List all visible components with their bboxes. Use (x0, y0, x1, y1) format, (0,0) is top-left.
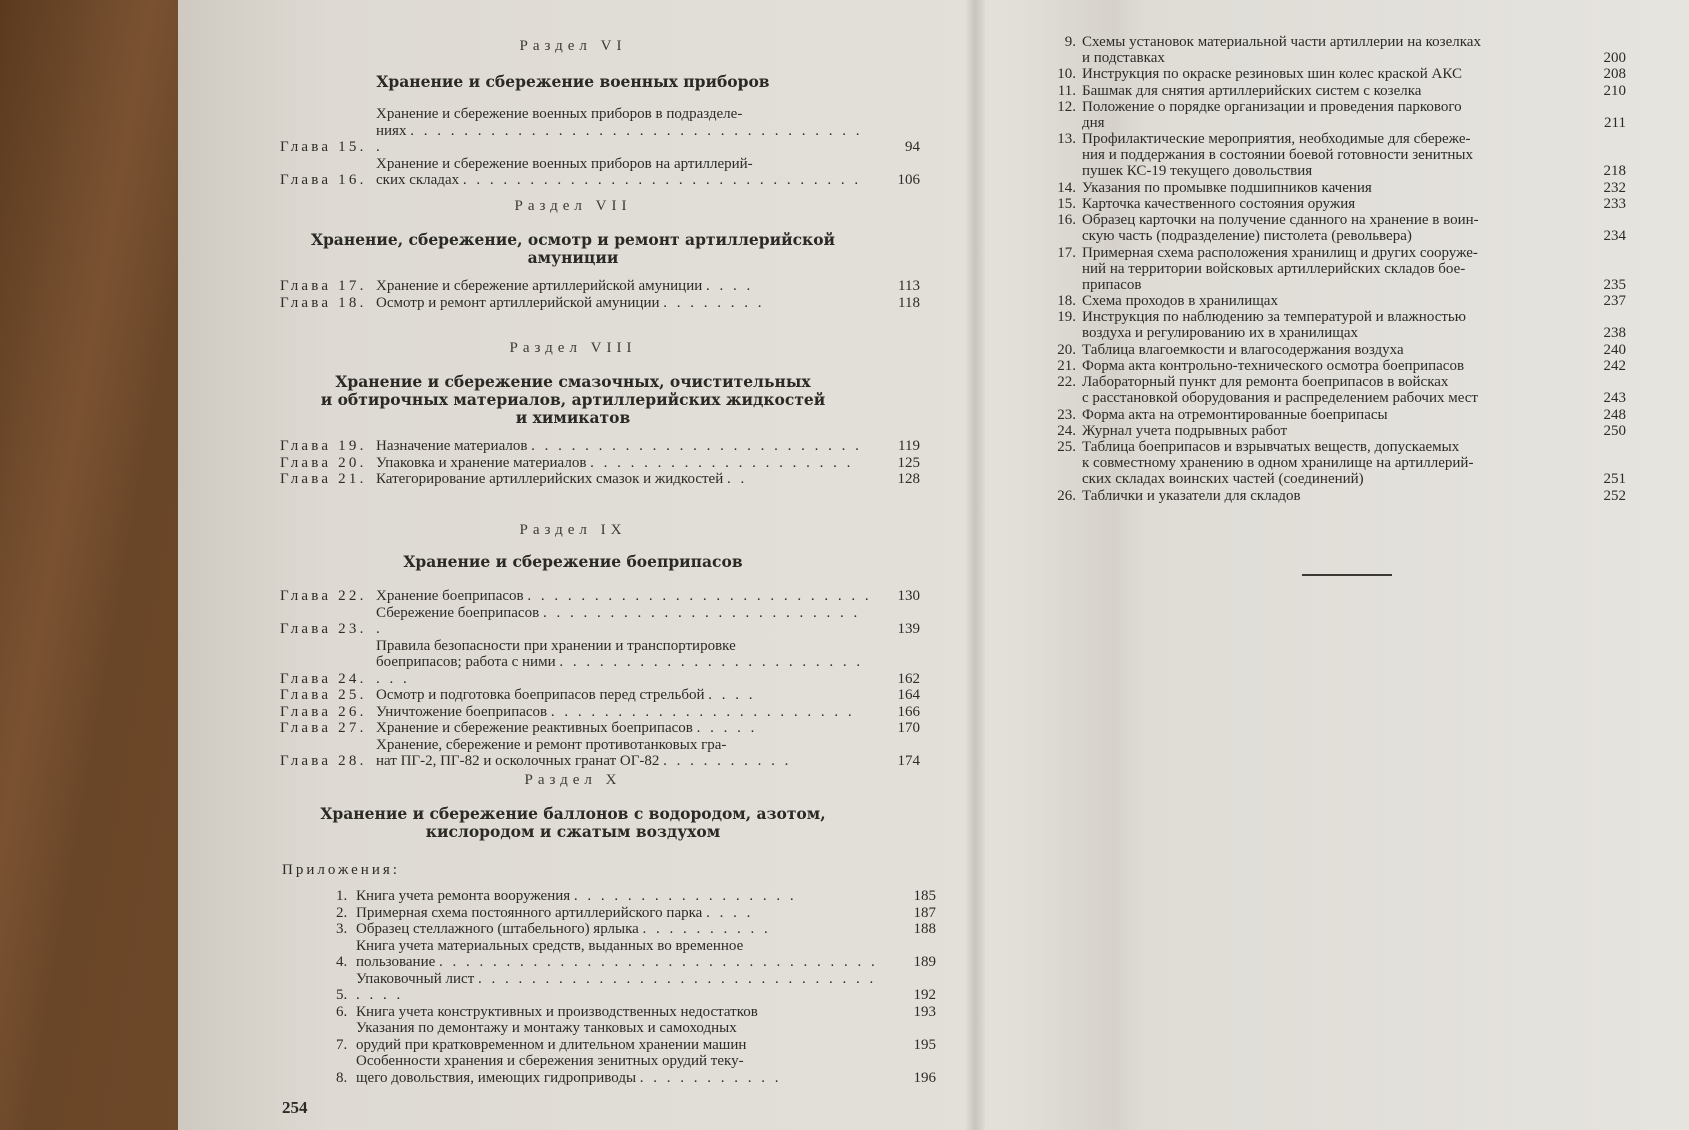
toc-entry: Глава 15. Хранение и сбережение военных приборов в подразделе- ниях . . . . . . . . . . . . . . . . . . . . . . . . . . . . . . . . . . . 94 (280, 106, 920, 155)
appendix-title: Форма акта контрольно-технического осмотра боеприпасов (1082, 358, 1465, 374)
chapter-title-cont: нат ПГ-2, ПГ-82 и осколочных гранат ОГ-82 (376, 753, 660, 769)
appendix-page: 235 (1603, 276, 1626, 293)
appendix-entry: 1. Книга учета ремонта вооружения . . . . . . . . . . . . . . . . . 185 (336, 888, 936, 904)
appendix-title: Схемы установок материальной части артиллерии на козелках (1082, 34, 1481, 50)
end-rule (1302, 574, 1392, 576)
chapter-page: 113 (898, 278, 920, 294)
chapter-title: Хранение и сбережение военных приборов на артиллерий- (376, 155, 753, 172)
chapter-label: Глава 15. (280, 139, 367, 155)
chapter-title: Осмотр и ремонт артиллерийской амуниции (376, 294, 660, 311)
chapter-page: 166 (897, 703, 920, 720)
chapter-title: Хранение и сбережение военных приборов в подразделе- (376, 106, 743, 122)
toc-entry: Глава 18. Осмотр и ремонт артиллерийской амуниции . . . . . . . . 118 (280, 294, 920, 311)
toc-entry: Глава 22. Хранение боеприпасов . . . . . . . . . . . . . . . . . . . . . . . . . . 130 (280, 588, 920, 604)
chapter-label: Глава 26. (280, 703, 367, 720)
appendix-entry: 8. Особенности хранения и сбережения зенитных орудий теку- щего довольствия, имеющих гидроприводы . . . . . . . . . . . 196 (336, 1053, 936, 1086)
appendix-title: Журнал учета подрывных работ (1082, 422, 1287, 439)
chapter-label: Глава 18. (280, 294, 367, 311)
appendix-number: 25. (1057, 439, 1076, 455)
chapter-title-cont: ниях (376, 122, 407, 139)
appendix-number: 8. (336, 1069, 348, 1086)
appendix-title: Указания по демонтажу и монтажу танковых и самоходных (356, 1020, 737, 1036)
appendix-title: Инструкция по наблюдению за температурой и влажностью (1082, 309, 1466, 326)
appendix-title-cont: скую часть (подразделение) пистолета (револьвера) (1082, 228, 1412, 245)
appendix-title-cont: пользование (356, 954, 436, 970)
appendix-title-cont: орудий при кратковременном и длительном хранении машин (356, 1036, 747, 1053)
appendix-page: 188 (913, 921, 936, 937)
appendix-entry: 3. Образец стеллажного (штабельного) ярлыка . . . . . . . . . . 188 (336, 921, 936, 937)
appendix-title-cont: пушек КС-19 текущего довольствия (1082, 163, 1313, 180)
appendix-page: 189 (913, 954, 936, 970)
section-title: Хранение и сбережение боеприпасов (403, 552, 743, 571)
appendices-label: Приложения: (282, 862, 400, 878)
appendix-number: 4. (336, 954, 348, 970)
appendix-number: 13. (1057, 131, 1076, 148)
appendix-entry (1046, 342, 1626, 358)
chapter-title: Упаковка и хранение материалов (376, 454, 587, 471)
appendix-title: Образец стеллажного (штабельного) ярлыка (356, 921, 639, 937)
book-gutter (965, 0, 985, 1130)
appendix-number: 6. (336, 1003, 348, 1020)
section-title: Хранение и сбережение смазочных, очистительных (335, 372, 811, 391)
appendix-entry (1046, 99, 1626, 131)
appendix-page: 243 (1603, 390, 1626, 407)
appendix-entry (1046, 245, 1626, 293)
toc-entry: Глава 20. Упаковка и хранение материалов . . . . . . . . . . . . . . . . . . . . 125 (280, 454, 920, 471)
section-title-cont: и химикатов (515, 408, 631, 427)
appendix-page: 250 (1603, 422, 1626, 439)
toc-entry: Глава 21. Категорирование артиллерийских смазок и жидкостей . . 128 (280, 471, 920, 487)
appendix-title-cont: щего довольствия, имеющих гидроприводы (356, 1069, 637, 1086)
appendix-number: 2. (336, 904, 348, 921)
appendix-page: 240 (1603, 341, 1626, 358)
appendix-title-cont: ний на территории войсковых артиллерийских складов бое- (1082, 260, 1466, 277)
appendix-title: Схема проходов в хранилищах (1082, 293, 1278, 310)
appendix-title: Книга учета материальных средств, выданных во временное (356, 937, 744, 954)
section-heading: Раздел VI (519, 38, 627, 54)
toc-entry: Глава 25. Осмотр и подготовка боеприпасов перед стрельбой . . . . 164 (280, 687, 920, 703)
appendix-entry (336, 1004, 936, 1021)
section-title-cont: кислородом и сжатым воздухом (425, 822, 721, 841)
appendix-title: Книга учета ремонта вооружения (356, 888, 571, 904)
appendix-number: 20. (1057, 341, 1076, 358)
appendix-number: 22. (1057, 374, 1076, 391)
section-title-cont: и обтирочных материалов, артиллерийских жидкостей (320, 390, 826, 409)
section-title: Хранение и сбережение военных приборов (376, 72, 770, 91)
appendix-number: 7. (336, 1036, 348, 1053)
appendix-title: Указания по промывке подшипников качения (1082, 179, 1372, 196)
toc-entry: Глава 26. Уничтожение боеприпасов . . . . . . . . . . . . . . . . . . . . . . . 166 (280, 703, 920, 720)
chapter-label: Глава 28. (280, 753, 367, 769)
chapter-title: Осмотр и подготовка боеприпасов перед стрельбой (376, 687, 705, 703)
chapter-page: 94 (905, 139, 920, 155)
appendix-title: Положение о порядке организации и проведения паркового (1082, 98, 1462, 115)
chapter-title: Хранение и сбережение реактивных боеприпасов (376, 720, 693, 736)
section-title-cont: амуниции (527, 248, 619, 267)
section-title: Хранение и сбережение баллонов с водородом, азотом, (320, 804, 826, 823)
appendix-title: Книга учета конструктивных и производственных недостатков (356, 1003, 758, 1020)
appendix-page: 185 (913, 888, 936, 904)
chapter-label: Глава 22. (280, 588, 367, 604)
chapter-page: 118 (898, 294, 920, 311)
appendix-number: 23. (1057, 406, 1076, 423)
toc-entry: Глава 23. Сбережение боеприпасов . . . . . . . . . . . . . . . . . . . . . . . . . 139 (280, 604, 920, 637)
appendix-entry (1046, 196, 1626, 212)
section-10 (178, 772, 968, 841)
appendix-page: 187 (913, 904, 936, 921)
appendix-page: 237 (1603, 293, 1626, 310)
section-9-chapters (280, 588, 920, 770)
appendix-entry (1046, 66, 1626, 82)
appendix-title: Профилактические мероприятия, необходимые для сбереже- (1082, 131, 1471, 148)
appendix-number: 12. (1057, 98, 1076, 115)
chapter-label: Глава 27. (280, 720, 367, 736)
chapter-page: 174 (897, 753, 920, 769)
appendix-entry (1046, 374, 1626, 406)
chapter-page: 106 (897, 172, 920, 188)
appendix-page: 218 (1603, 163, 1626, 180)
appendix-title-cont: к совместному хранению в одном хранилище на артиллерий- (1082, 455, 1474, 471)
appendix-entry (1046, 358, 1626, 374)
appendix-title-cont: и подставках (1082, 50, 1165, 66)
chapter-title-cont: боеприпасов; работа с ними (376, 654, 556, 670)
appendix-page: 195 (913, 1036, 936, 1053)
section-6-chapters (280, 106, 920, 189)
toc-entry: Глава 17. Хранение и сбережение артиллерийской амуниции . . . . 113 (280, 278, 920, 294)
chapter-page: 170 (897, 720, 920, 736)
toc-entry: Глава 16. Хранение и сбережение военных приборов на артиллерий- ских складах . . . . . . . . . . . . . . . . . . . . . . . . . . . . . . 106 (280, 155, 920, 188)
appendix-entry: 2. Примерная схема постоянного артиллерийского парка . . . . 187 (336, 904, 936, 921)
toc-entry: Глава 28. Хранение, сбережение и ремонт противотанковых гра- нат ПГ-2, ПГ-82 и осколочных гранат ОГ-82 . . . . . . . . . . 174 (280, 736, 920, 769)
chapter-title: Хранение боеприпасов (376, 588, 524, 604)
section-6 (178, 38, 968, 91)
appendix-entry: 5. Упаковочный лист . . . . . . . . . . . . . . . . . . . . . . . . . . . . . . . . . . 192 (336, 970, 936, 1003)
section-heading: Раздел X (524, 772, 622, 788)
appendix-number: 14. (1057, 179, 1076, 196)
appendix-number: 5. (336, 987, 348, 1003)
appendix-title: Таблица влагоемкости и влагосодержания воздуха (1082, 341, 1404, 358)
appendix-title: Таблички и указатели для складов (1082, 487, 1301, 504)
chapter-page: 128 (897, 471, 920, 487)
appendix-entry (1046, 407, 1626, 423)
appendix-page: 252 (1603, 487, 1626, 504)
appendix-number: 18. (1057, 293, 1076, 310)
appendix-title: Таблица боеприпасов и взрывчатых веществ, допускаемых (1082, 439, 1460, 455)
appendix-title: Примерная схема расположения хранилищ и других сооруже- (1082, 244, 1478, 261)
appendix-entry (336, 1020, 936, 1053)
appendix-title: Форма акта на отремонтированные боеприпасы (1082, 406, 1388, 423)
appendix-title-cont: ния и поддержания в состоянии боевой готовности зенитных (1082, 147, 1473, 164)
appendix-page: 208 (1603, 66, 1626, 83)
appendix-number: 9. (1064, 34, 1076, 50)
chapter-title: Хранение и сбережение артиллерийской амуниции (376, 278, 703, 294)
appendix-page: 210 (1603, 82, 1626, 99)
appendix-title-cont: ских складах воинских частей (соединений) (1082, 471, 1364, 487)
appendix-number: 11. (1057, 82, 1076, 99)
section-8 (178, 340, 968, 427)
appendix-title-cont: дня (1082, 114, 1105, 131)
appendix-title: Башмак для снятия артиллерийских систем с козелка (1082, 82, 1422, 99)
chapter-title: Правила безопасности при хранении и транспортировке (376, 637, 736, 654)
appendix-title: Инструкция по окраске резиновых шин колес краской АКС (1082, 66, 1462, 83)
appendix-page: 233 (1603, 196, 1626, 212)
appendix-page: 200 (1603, 50, 1626, 66)
appendix-page: 211 (1604, 114, 1626, 131)
section-heading: Раздел VIII (509, 340, 637, 356)
section-7 (178, 198, 968, 267)
appendix-entry (1046, 293, 1626, 309)
chapter-label: Глава 25. (280, 687, 367, 703)
appendix-page: 192 (913, 987, 936, 1003)
chapter-label: Глава 17. (280, 278, 367, 294)
appendix-entry (1046, 83, 1626, 99)
chapter-page: 119 (898, 438, 920, 454)
appendix-number: 26. (1057, 487, 1076, 504)
toc-entry: Глава 19. Назначение материалов . . . . . . . . . . . . . . . . . . . . . . . . . 119 (280, 438, 920, 454)
appendix-title-cont: воздуха и регулированию их в хранилищах (1082, 325, 1359, 342)
chapter-title-cont: ских складах (376, 172, 460, 188)
chapter-label: Глава 16. (280, 172, 367, 188)
appendix-title-cont: припасов (1082, 276, 1142, 293)
appendix-title: Особенности хранения и сбережения зенитных орудий теку- (356, 1053, 744, 1069)
section-heading: Раздел VII (514, 198, 632, 214)
appendix-page: 196 (913, 1069, 936, 1086)
appendix-number: 16. (1057, 212, 1076, 229)
appendix-page: 193 (913, 1003, 936, 1020)
chapter-title: Категорирование артиллерийских смазок и жидкостей (376, 471, 724, 487)
toc-entry: Глава 27. Хранение и сбережение реактивных боеприпасов . . . . . 170 (280, 720, 920, 736)
section-8-chapters (280, 438, 920, 488)
chapter-title: Хранение, сбережение и ремонт противотанковых гра- (376, 736, 727, 753)
section-9 (178, 522, 968, 571)
appendix-page: 242 (1603, 358, 1626, 374)
appendix-title: Карточка качественного состояния оружия (1082, 196, 1356, 212)
chapter-title: Назначение материалов (376, 438, 528, 454)
section-heading: Раздел IX (519, 522, 627, 538)
chapter-label: Глава 20. (280, 454, 367, 471)
appendix-page: 232 (1603, 179, 1626, 196)
section-title: Хранение, сбережение, осмотр и ремонт артиллерийской (310, 230, 836, 249)
appendix-number: 15. (1057, 196, 1076, 212)
appendix-page: 251 (1603, 471, 1626, 487)
appendix-number: 24. (1057, 422, 1076, 439)
appendix-number: 3. (336, 921, 348, 937)
appendix-number: 17. (1057, 244, 1076, 261)
appendix-page: 238 (1603, 325, 1626, 342)
chapter-page: 125 (897, 454, 920, 471)
appendix-entry (1046, 212, 1626, 244)
appendix-title: Примерная схема постоянного артиллерийского парка (356, 904, 703, 921)
appendix-page: 248 (1603, 406, 1626, 423)
appendix-number: 21. (1057, 358, 1076, 374)
appendix-title: Образец карточки на получение сданного на хранение в воин- (1082, 212, 1479, 229)
chapter-label: Глава 21. (280, 471, 367, 487)
appendix-title: Лабораторный пункт для ремонта боеприпасов в войсках (1082, 374, 1449, 391)
appendix-entry (1046, 131, 1626, 179)
appendix-title-cont: с расстановкой оборудования и распределением рабочих мест (1082, 390, 1478, 407)
appendix-number: 1. (336, 888, 348, 904)
chapter-label: Глава 23. (280, 621, 367, 637)
appendix-entry (1046, 439, 1626, 487)
appendix-entry (1046, 180, 1626, 196)
appendix-number: 10. (1057, 66, 1076, 83)
appendix-entry (1046, 423, 1626, 439)
appendix-entry (1046, 488, 1626, 504)
chapter-page: 130 (897, 588, 920, 604)
chapter-title: Сбережение боеприпасов (376, 604, 540, 621)
chapter-page: 162 (897, 670, 920, 687)
page-number: 254 (282, 1098, 308, 1117)
chapter-page: 164 (897, 687, 920, 703)
section-7-chapters (280, 278, 920, 311)
left-appendices (336, 888, 936, 1086)
chapter-title: Уничтожение боеприпасов (376, 703, 548, 720)
toc-entry: Глава 24. Правила безопасности при хранении и транспортировке боеприпасов; работа с ними . . . . . . . . . . . . . . . . . . . . . . . . . . 162 (280, 637, 920, 687)
appendix-entry (1046, 34, 1626, 66)
appendix-entry: 4. Книга учета материальных средств, выданных во временное пользование . . . . . . . . . . . . . . . . . . . . . . . . . . . . . . . . . 189 (336, 937, 936, 970)
appendix-title: Упаковочный лист (356, 970, 475, 987)
chapter-label: Глава 24. (280, 670, 367, 687)
chapter-page: 139 (897, 621, 920, 637)
appendix-page: 234 (1603, 228, 1626, 245)
appendix-entry (1046, 309, 1626, 341)
chapter-label: Глава 19. (280, 438, 367, 454)
appendix-number: 19. (1057, 309, 1076, 326)
